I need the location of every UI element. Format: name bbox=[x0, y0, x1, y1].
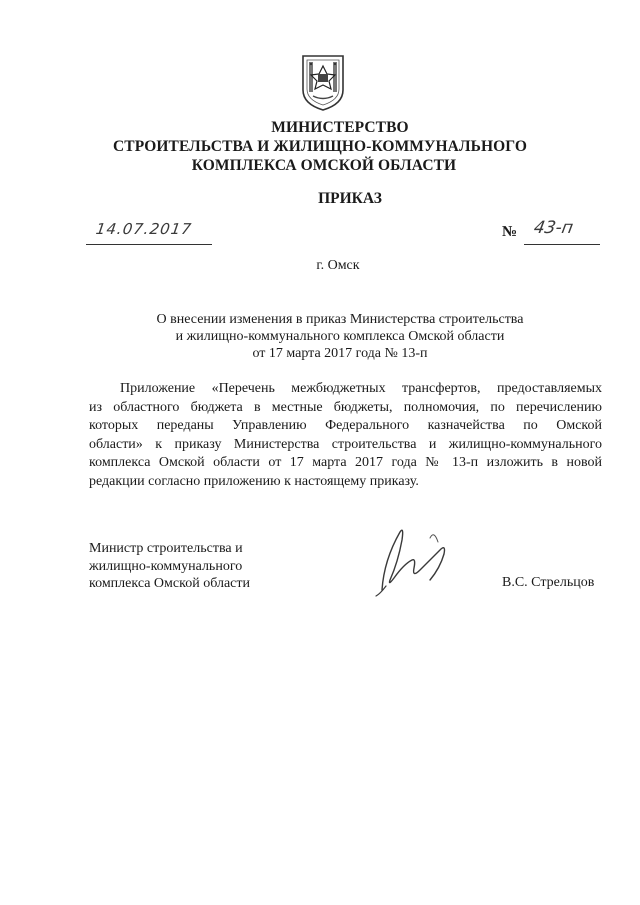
subject-line-3: от 17 марта 2017 года № 13-п bbox=[252, 346, 428, 361]
body-line-6: редакции согласно приложению к настоящему приказу. bbox=[89, 473, 419, 489]
subject-line-1: О внесении изменения в приказ Министерства строительства bbox=[156, 312, 524, 327]
handwritten-number: 43-п bbox=[532, 218, 575, 238]
body-line-4: области» к приказу Министерства строительства и жилищно-коммунального bbox=[89, 436, 602, 452]
body-line-2: из областного бюджета в местные бюджеты, полномочия, по перечислению bbox=[89, 399, 602, 415]
city-name: г. Омск bbox=[316, 258, 360, 273]
number-field bbox=[524, 218, 600, 245]
order-subject bbox=[90, 311, 590, 362]
signatory-position bbox=[89, 540, 250, 593]
ministry-header bbox=[0, 118, 640, 175]
signatory-name: В.С. Стрельцов bbox=[502, 575, 595, 590]
body-line-1: Приложение «Перечень межбюджетных трансфертов, предоставляемых bbox=[120, 381, 602, 396]
handwritten-signature-icon bbox=[360, 520, 470, 600]
position-line-1: Министр строительства и bbox=[89, 541, 243, 556]
handwritten-date: 14.07.2017 bbox=[94, 220, 194, 238]
subject-line-2: и жилищно-коммунального комплекса Омской области bbox=[175, 329, 505, 344]
document-type-title: ПРИКАЗ bbox=[318, 190, 382, 207]
coat-of-arms-icon bbox=[299, 52, 347, 112]
body-line-5: комплекса Омской области от 17 марта 2017 года № 13-п изложить в новой bbox=[89, 455, 602, 470]
body-line-3: которых переданы Управлению Федерального казначейства по Омской bbox=[89, 418, 602, 433]
position-line-2: жилищно-коммунального bbox=[89, 558, 243, 574]
date-field bbox=[86, 222, 212, 245]
number-label: № bbox=[502, 224, 518, 240]
order-body bbox=[89, 380, 602, 491]
header-line-3: КОМПЛЕКСА ОМСКОЙ ОБЛАСТИ bbox=[191, 157, 457, 174]
header-line-1: МИНИСТЕРСТВО bbox=[271, 119, 409, 136]
position-line-3: комплекса Омской области bbox=[89, 576, 250, 591]
header-line-2: СТРОИТЕЛЬСТВА И ЖИЛИЩНО-КОММУНАЛЬНОГО bbox=[112, 138, 528, 155]
